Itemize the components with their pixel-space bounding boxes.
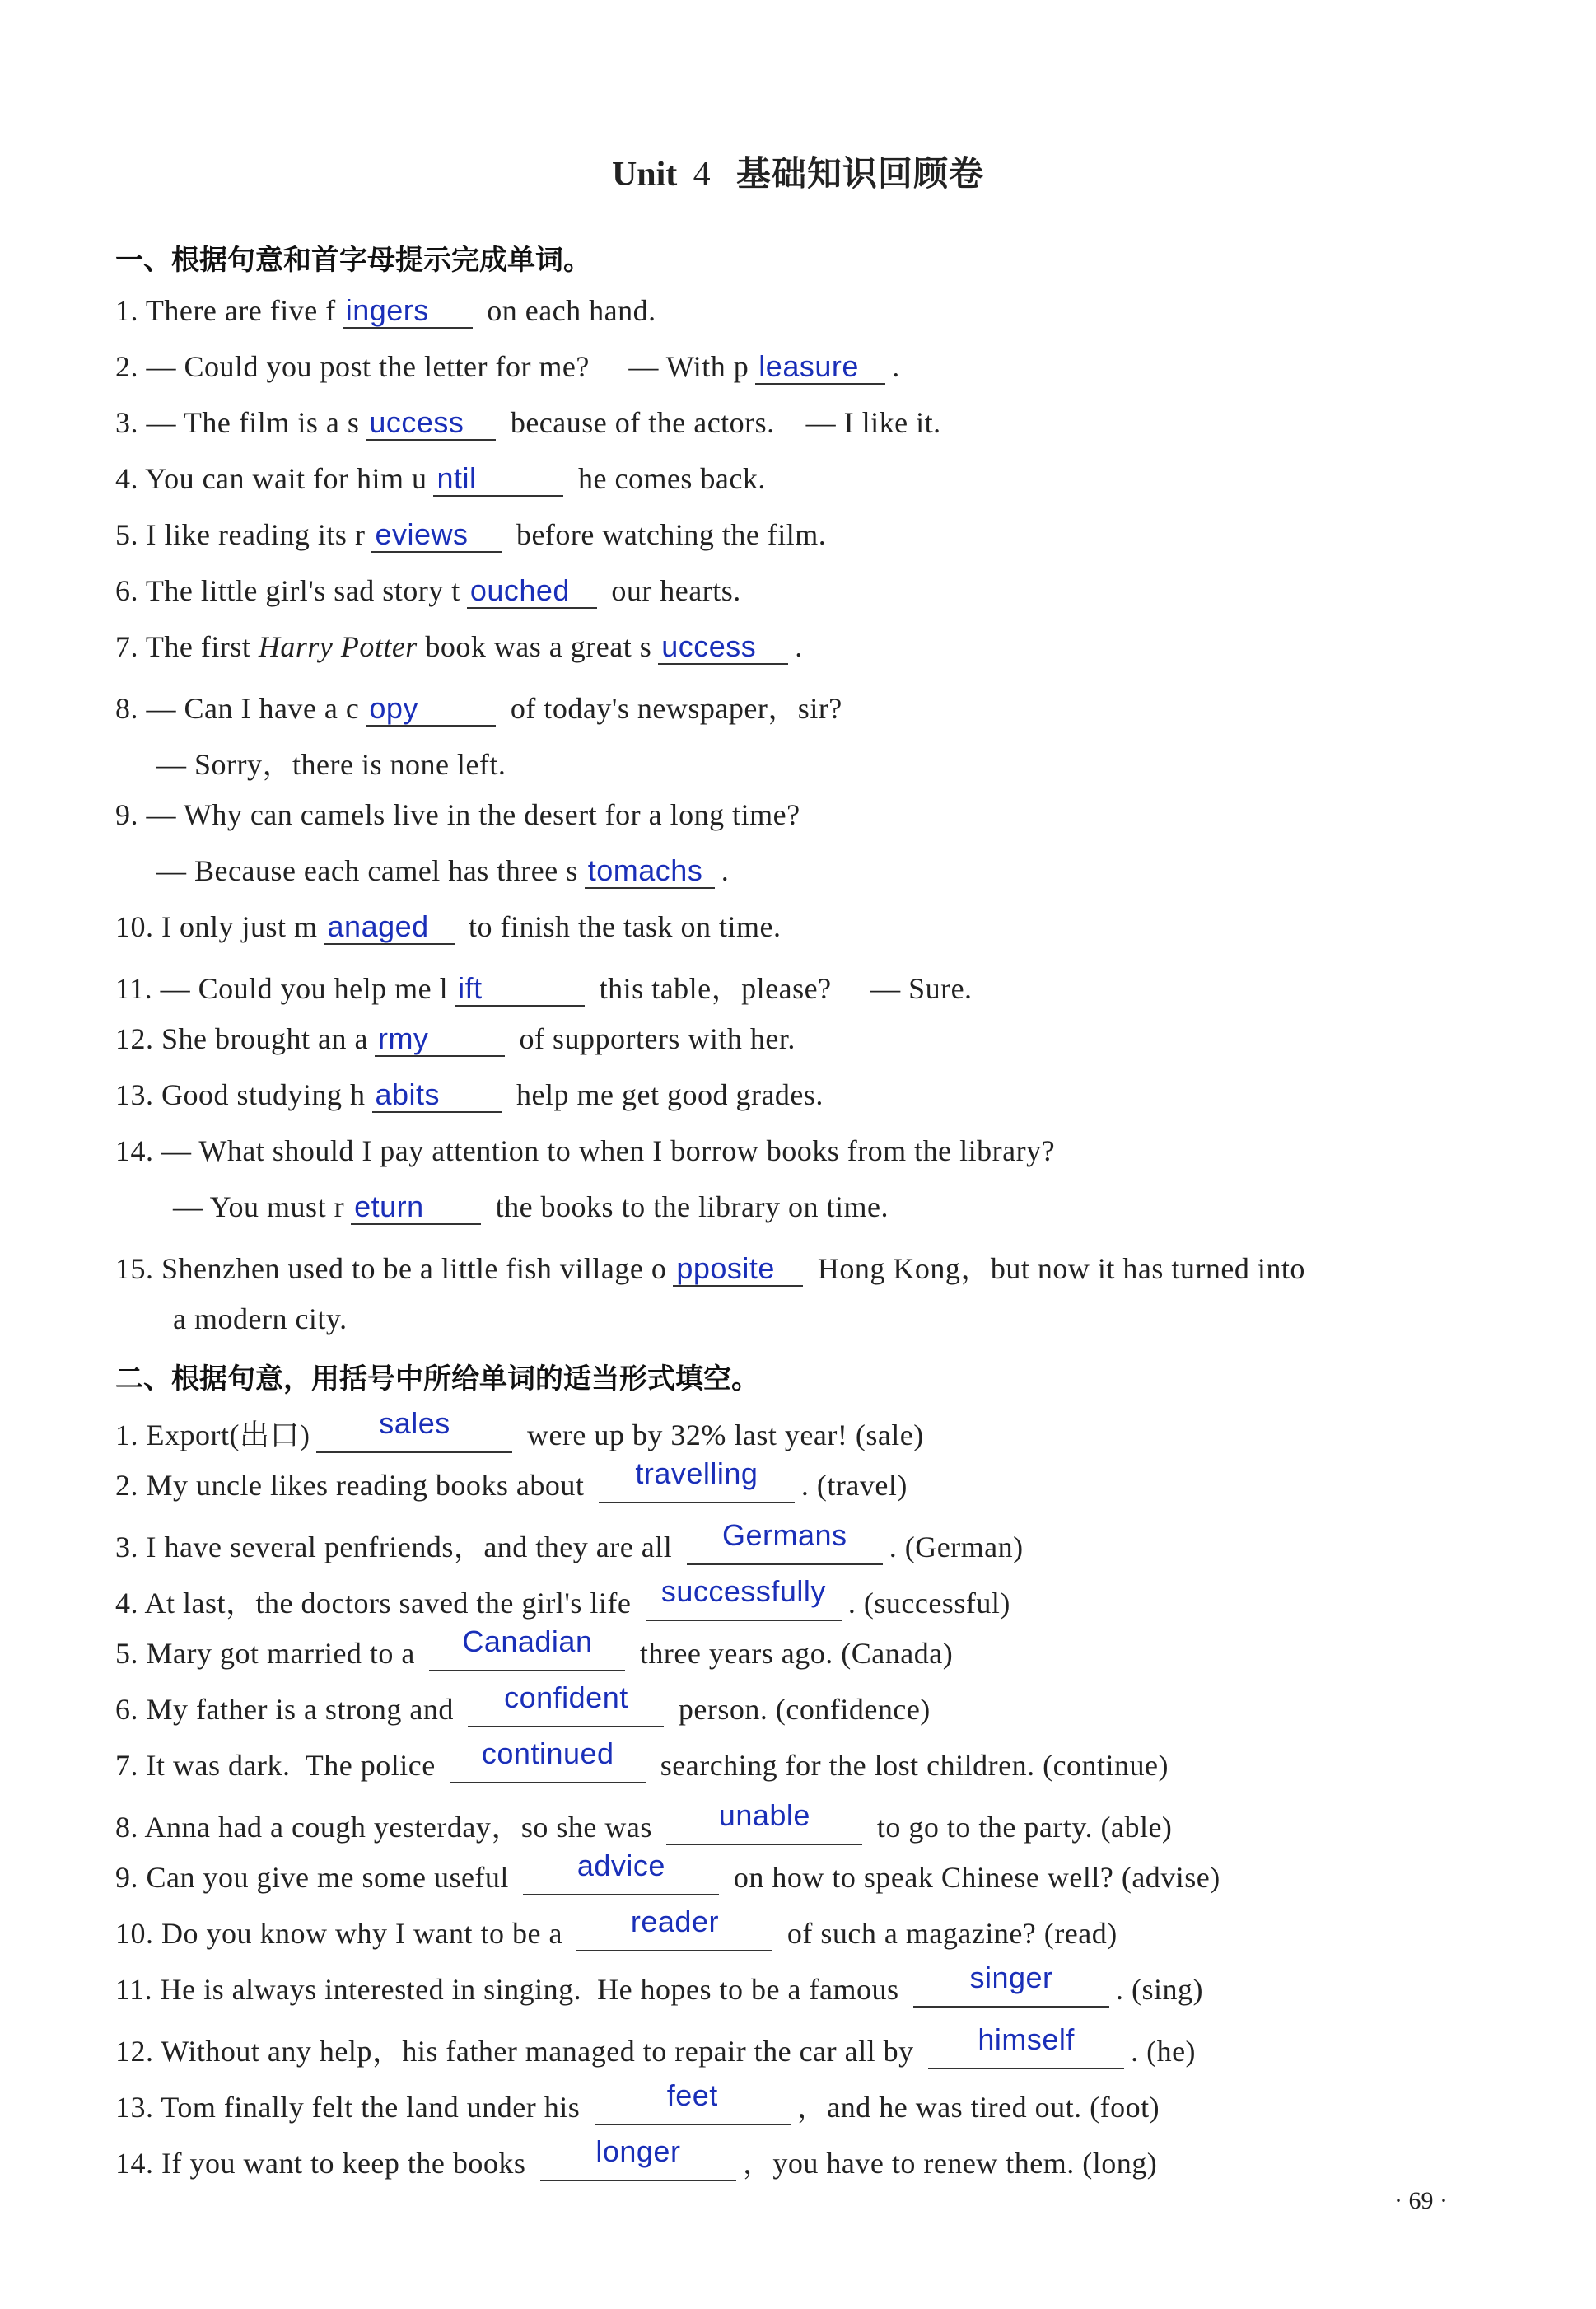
- answer-blank[interactable]: leasure: [755, 351, 885, 385]
- answer-blank[interactable]: confident: [468, 1694, 664, 1727]
- page-title: [0, 147, 1596, 196]
- s2-item-8: 8. Anna had a cough yesterday，so she was unable to go to the party. (able): [115, 1798, 1173, 1844]
- answer-blank[interactable]: sales: [316, 1419, 512, 1453]
- answer-blank[interactable]: ntil: [433, 463, 563, 497]
- answer-blank[interactable]: ouched: [467, 575, 597, 609]
- s1-item-14: 14. — What should I pay attention to when I borrow books from the library?: [115, 1134, 1056, 1167]
- s1-item-10: 10. I only just m anaged to finish the task on time.: [115, 909, 782, 943]
- title-chinese: 基础知识回顾卷: [736, 153, 985, 194]
- s2-item-12: 12. Without any help，his father managed to repair the car all by himself . (he): [115, 2022, 1197, 2068]
- s1-item-6: 6. The little girl's sad story t ouched our hearts.: [115, 573, 741, 607]
- title-unit: Unit: [611, 156, 678, 194]
- answer-blank[interactable]: singer: [913, 1974, 1109, 2008]
- answer-blank[interactable]: advice: [523, 1862, 719, 1895]
- answer-blank[interactable]: unable: [666, 1811, 862, 1845]
- s2-item-2: 2. My uncle likes reading books about travelling . (travel): [115, 1456, 908, 1502]
- answer-blank[interactable]: uccess: [658, 631, 788, 665]
- answer-blank[interactable]: eviews: [371, 519, 502, 553]
- s2-item-11: 11. He is always interested in singing. He hopes to be a famous singer . (sing): [115, 1961, 1203, 2006]
- s2-item-1: 1. Export(出口) sales were up by 32% last year! (sale): [115, 1406, 924, 1451]
- title-unit-number: 4: [693, 156, 711, 194]
- s1-item-15: 15. Shenzhen used to be a little fish village o pposite Hong Kong，but now it has turned into: [115, 1251, 1305, 1285]
- s2-item-4: 4. At last，the doctors saved the girl's life successfully . (successful): [115, 1574, 1010, 1620]
- answer-blank[interactable]: abits: [372, 1079, 502, 1113]
- answer-blank[interactable]: uccess: [366, 407, 496, 441]
- s2-item-14: 14. If you want to keep the books longer ，you have to renew them. (long): [115, 2134, 1158, 2180]
- s1-item-15-cont: a modern city.: [173, 1302, 348, 1335]
- s1-item-11: 11. — Could you help me l ift this table，please? — Sure.: [115, 971, 973, 1005]
- answer-blank[interactable]: ingers: [343, 295, 473, 329]
- answer-blank[interactable]: reader: [576, 1918, 772, 1951]
- s1-item-14-reply: — You must r eturn the books to the library on time.: [173, 1190, 889, 1223]
- s1-item-3: 3. — The film is a s uccess because of the actors. — I like it.: [115, 405, 941, 439]
- s1-item-8-reply: — Sorry，there is none left.: [156, 748, 506, 781]
- answer-blank[interactable]: continued: [450, 1750, 646, 1783]
- s1-item-8: 8. — Can I have a c opy of today's newspaper，sir?: [115, 691, 842, 725]
- s1-item-2: 2. — Could you post the letter for me? — With p leasure .: [115, 349, 900, 383]
- answer-blank[interactable]: ift: [455, 973, 585, 1007]
- s1-item-1: 1. There are five f ingers on each hand.: [115, 293, 656, 327]
- answer-blank[interactable]: longer: [540, 2148, 736, 2181]
- s1-item-4: 4. You can wait for him u ntil he comes back.: [115, 461, 766, 495]
- page-number: · 69 ·: [1394, 2187, 1448, 2214]
- answer-blank[interactable]: pposite: [673, 1253, 803, 1287]
- s2-item-9: 9. Can you give me some useful advice on how to speak Chinese well? (advise): [115, 1849, 1220, 1894]
- answer-blank[interactable]: tomachs: [585, 855, 715, 889]
- answer-blank[interactable]: anaged: [324, 911, 455, 945]
- s2-item-10: 10. Do you know why I want to be a reader of such a magazine? (read): [115, 1905, 1118, 1950]
- s1-item-5: 5. I like reading its r eviews before watching the film.: [115, 517, 827, 551]
- answer-blank[interactable]: Germans: [687, 1531, 883, 1565]
- s2-item-5: 5. Mary got married to a Canadian three years ago. (Canada): [115, 1624, 954, 1670]
- answer-blank[interactable]: Canadian: [429, 1638, 625, 1671]
- section-2-title: 二、根据句意，用括号中所给单词的适当形式填空。: [115, 1362, 759, 1395]
- answer-blank[interactable]: feet: [595, 2092, 791, 2125]
- s1-item-9-reply: — Because each camel has three s tomachs .: [156, 853, 730, 887]
- answer-blank[interactable]: rmy: [375, 1023, 505, 1057]
- s1-item-13: 13. Good studying h abits help me get good grades.: [115, 1077, 824, 1111]
- s2-item-7: 7. It was dark. The police continued searching for the lost children. (continue): [115, 1736, 1169, 1782]
- s2-item-3: 3. I have several penfriends，and they are all Germans . (German): [115, 1518, 1024, 1563]
- s1-item-7: 7. The first Harry Potter book was a great s uccess .: [115, 629, 803, 663]
- answer-blank[interactable]: himself: [928, 2036, 1124, 2069]
- s2-item-13: 13. Tom finally felt the land under his feet ，and he was tired out. (foot): [115, 2078, 1160, 2124]
- answer-blank[interactable]: opy: [366, 693, 496, 727]
- s1-item-12: 12. She brought an a rmy of supporters with her.: [115, 1021, 796, 1055]
- s2-item-6: 6. My father is a strong and confident person. (confidence): [115, 1680, 931, 1726]
- s1-item-9: 9. — Why can camels live in the desert for a long time?: [115, 798, 800, 831]
- answer-blank[interactable]: successfully: [646, 1587, 842, 1621]
- answer-blank[interactable]: eturn: [351, 1191, 481, 1225]
- answer-blank[interactable]: travelling: [599, 1470, 795, 1503]
- section-1-title: 一、根据句意和首字母提示完成单词。: [115, 244, 591, 277]
